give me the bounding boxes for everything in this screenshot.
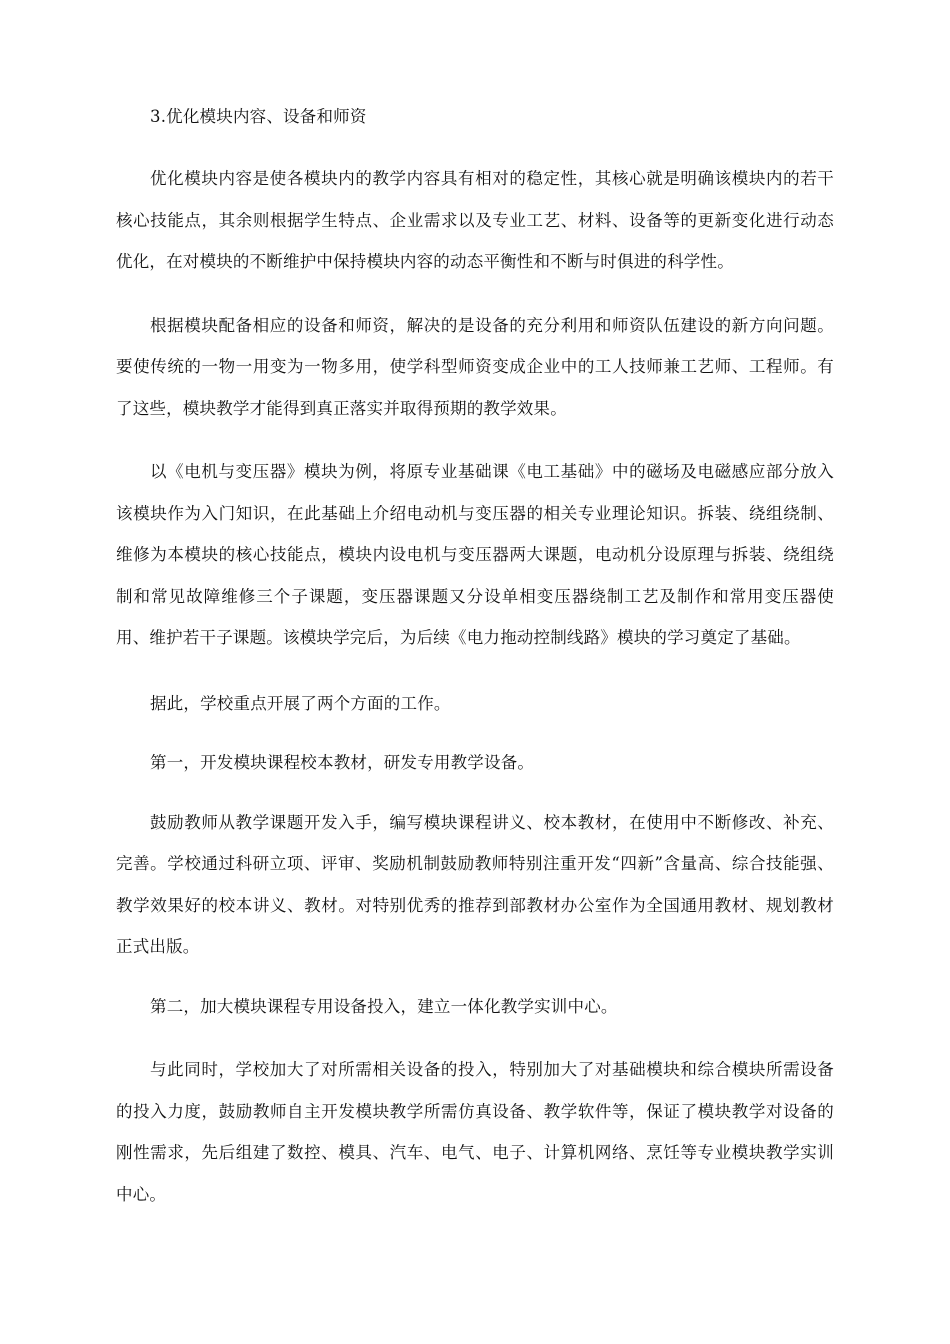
paragraph-two-aspects: 据此，学校重点开展了两个方面的工作。: [150, 693, 451, 713]
paragraph-first-point: 第一，开发模块课程校本教材，研发专用教学设备。: [150, 753, 535, 772]
section-heading: 3.优化模块内容、设备和师资: [150, 107, 367, 126]
document-body: [116, 98, 834, 1215]
paragraph-motor-transformer-example: 以《电机与变压器》模块为例，将原专业基础课《电工基础》中的磁场及电磁感应部分放入该模块作为入门知识，在此基础上介绍电动机与变压器的相关专业理论知识。拆装、绕组绕制、维修为本模块的核心技能点，模块内设电机与变压器两大课题，电动机分设原理与拆装、绕组绕制和常见故障维修三个子课题，变压器课题又分设单相变压器绕制工艺及制作和常用变压器使用、维护若干子课题。该模块学完后，为后续《电力拖动控制线路》模块的学习奠定了基础。: [116, 462, 834, 647]
paragraph-textbook-development: 鼓励教师从教学课题开发入手，编写模块课程讲义、校本教材，在使用中不断修改、补充、完善。学校通过科研立项、评审、奖励机制鼓励教师特别注重开发“四新”含量高、综合技能强、教学效果好的校本讲义、教材。对特别优秀的推荐到部教材办公室作为全国通用教材、规划教材正式出版。: [116, 812, 834, 956]
paragraph-equipment-teachers: 根据模块配备相应的设备和师资，解决的是设备的充分利用和师资队伍建设的新方向问题。要使传统的一物一用变为一物多用，使学科型师资变成企业中的工人技师兼工艺师、工程师。有了这些，模块教学才能得到真正落实并取得预期的教学效果。: [116, 315, 834, 418]
paragraph-second-point: 第二，加大模块课程专用设备投入，建立一体化教学实训中心。: [150, 996, 618, 1016]
paragraph-module-content: 优化模块内容是使各模块内的教学内容具有相对的稳定性，其核心就是明确该模块内的若干核心技能点，其余则根据学生特点、企业需求以及专业工艺、材料、设备等的更新变化进行动态优化，在对模块的不断维护中保持模块内容的动态平衡性和不断与时俱进的科学性。: [116, 169, 834, 271]
paragraph-equipment-investment: 与此同时，学校加大了对所需相关设备的投入，特别加大了对基础模块和综合模块所需设备的投入力度，鼓励教师自主开发模块教学所需仿真设备、教学软件等，保证了模块教学对设备的刚性需求，先后组建了数控、模具、汽车、电气、电子、计算机网络、烹饪等专业模块教学实训中心。: [116, 1060, 834, 1204]
